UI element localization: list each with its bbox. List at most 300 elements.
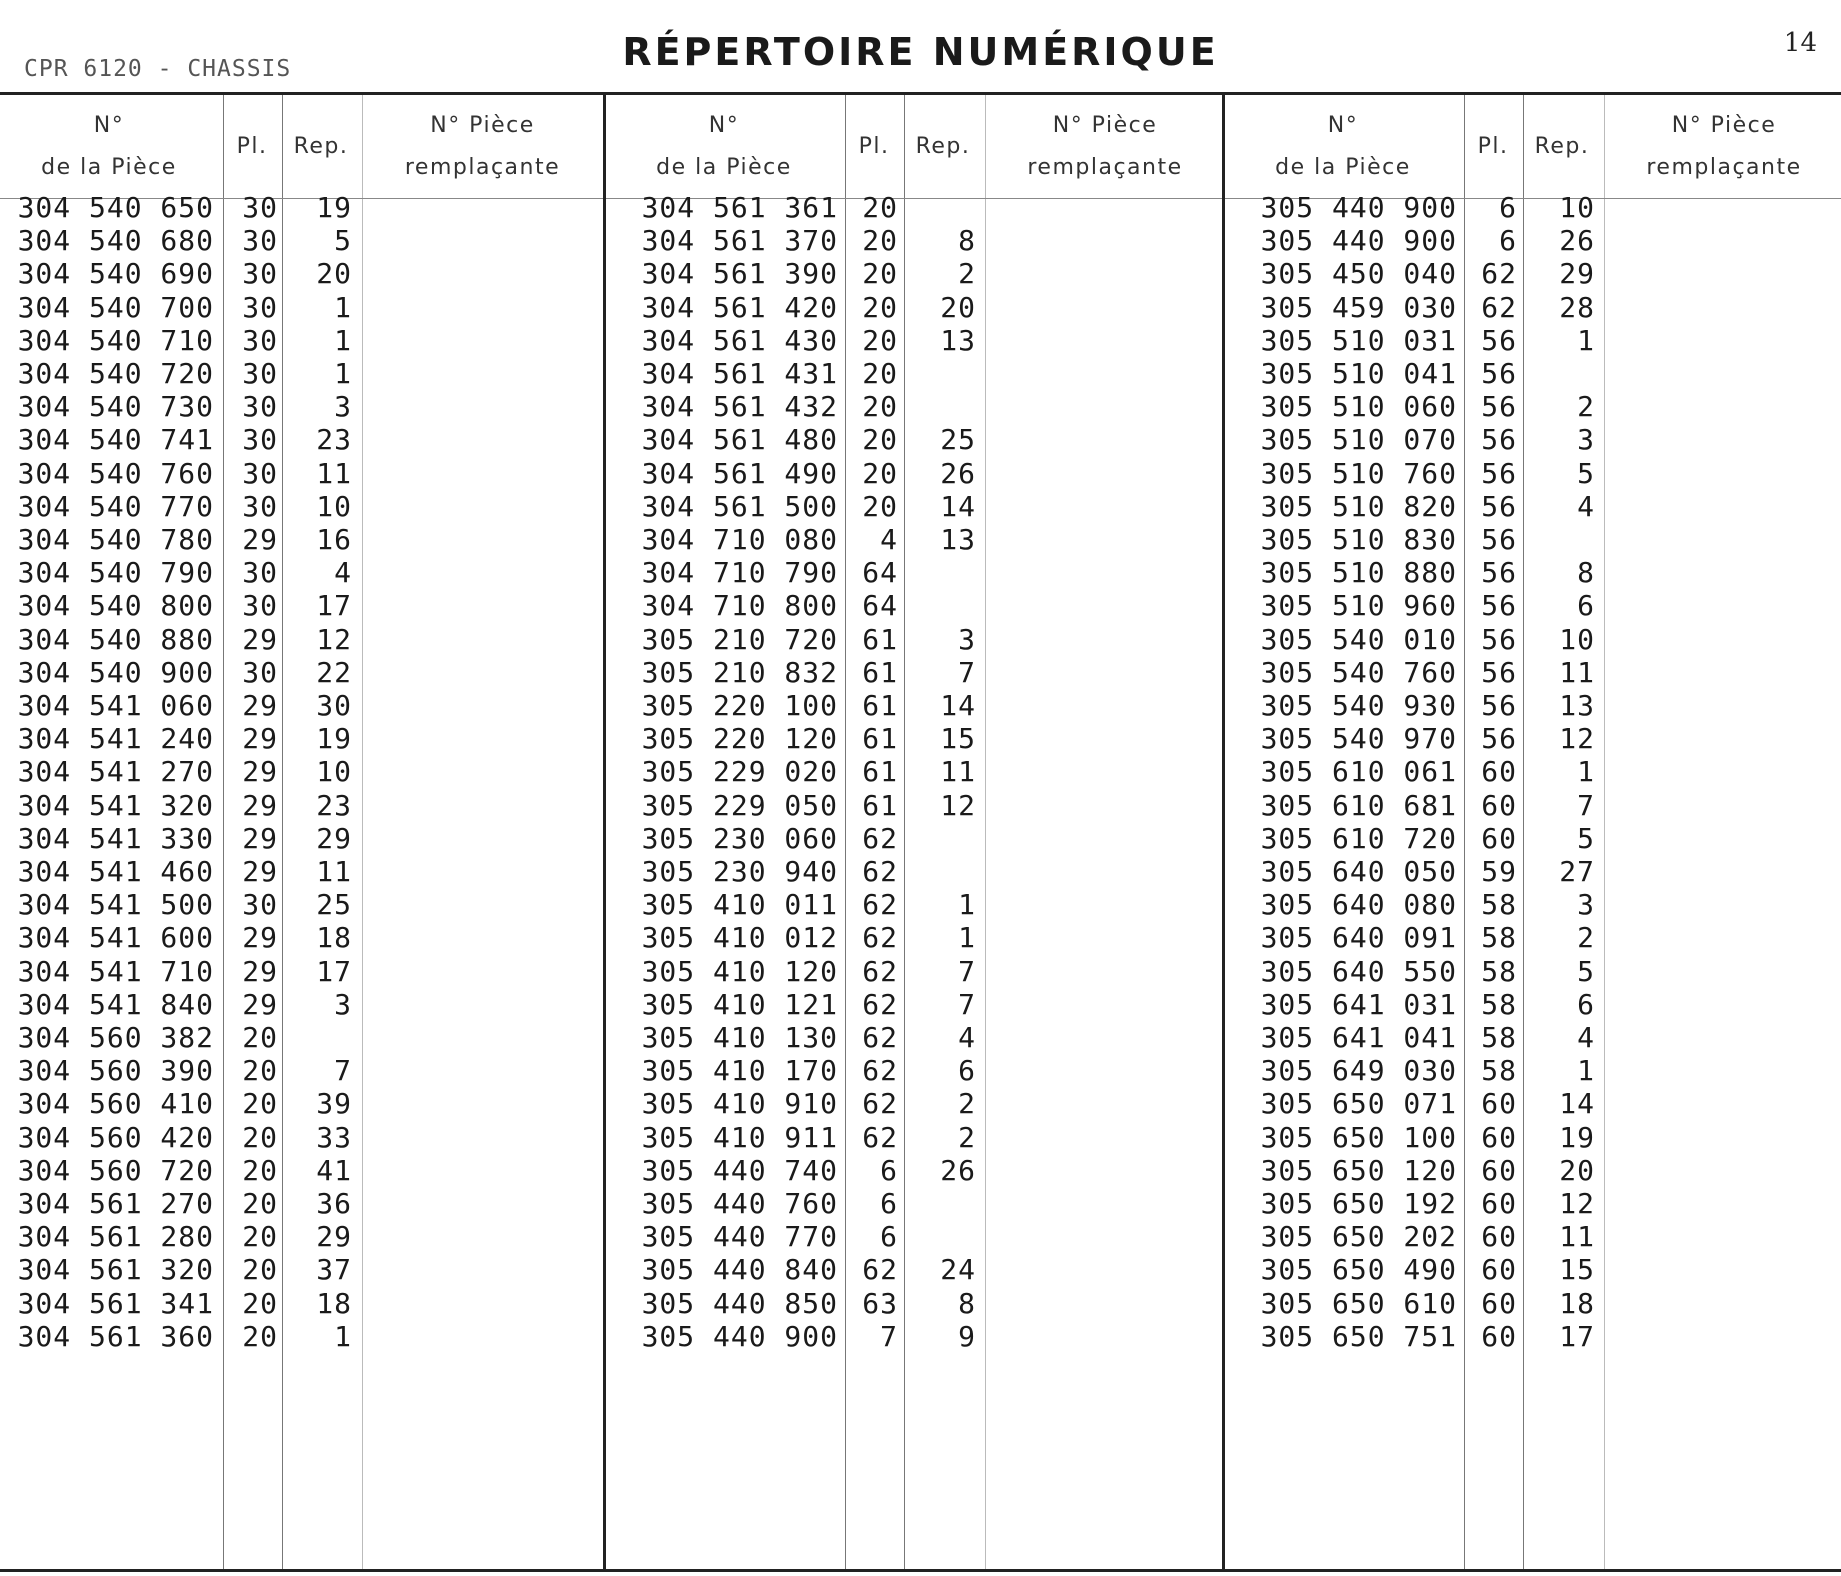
- reference-number: 26: [940, 456, 976, 490]
- part-number: 305 641 031: [1260, 987, 1457, 1021]
- header-plate-text: Pl.: [858, 133, 890, 159]
- table-row: [1225, 1121, 1841, 1154]
- reference-number: 10: [316, 489, 352, 523]
- table-body: [1225, 191, 1841, 1353]
- table-row: [0, 457, 603, 490]
- header-plate: [222, 95, 282, 198]
- part-number: 305 410 120: [641, 954, 838, 988]
- table-row: [1225, 357, 1841, 390]
- plate-number: 20: [242, 1187, 278, 1220]
- header-replacement-part-text: remplaçante: [1646, 154, 1802, 180]
- part-number: 305 220 100: [641, 689, 838, 722]
- table-row: [606, 722, 1222, 755]
- plate-number: 29: [242, 855, 278, 888]
- plate-number: 61: [862, 622, 898, 656]
- table-row: [606, 523, 1222, 556]
- reference-number: 15: [940, 722, 976, 756]
- part-number: 304 540 900: [17, 655, 214, 689]
- plate-number: 56: [1481, 689, 1517, 722]
- table-row: [0, 1021, 603, 1054]
- plate-number: 30: [242, 556, 278, 590]
- reference-number: 28: [1559, 290, 1595, 324]
- table-row: [0, 224, 603, 257]
- reference-number: [1525, 523, 1595, 556]
- reference-number: 3: [334, 987, 352, 1021]
- reference-number: 14: [940, 689, 976, 722]
- part-number: 305 410 910: [641, 1087, 838, 1121]
- plate-number: 30: [242, 257, 278, 291]
- plate-number: 60: [1481, 788, 1517, 822]
- part-number: 305 410 130: [641, 1021, 838, 1054]
- plate-number: 61: [862, 755, 898, 789]
- part-number: 305 650 100: [1260, 1120, 1457, 1154]
- plate-number: 58: [1481, 1021, 1517, 1054]
- page-title: RÉPERTOIRE NUMÉRIQUE: [622, 30, 1219, 74]
- table-row: [0, 955, 603, 988]
- part-number: 305 640 091: [1260, 921, 1457, 955]
- part-number: 305 440 900: [641, 1319, 838, 1353]
- reference-number: 29: [1559, 257, 1595, 291]
- part-number: 304 540 680: [17, 224, 214, 258]
- part-number: 305 641 041: [1260, 1021, 1457, 1054]
- reference-number: 11: [1559, 1220, 1595, 1254]
- plate-number: 61: [862, 722, 898, 756]
- part-number: 304 541 270: [17, 755, 214, 789]
- part-number: 305 510 820: [1260, 489, 1457, 523]
- plate-number: 62: [1481, 257, 1517, 291]
- reference-number: 30: [316, 689, 352, 722]
- table-row: [606, 623, 1222, 656]
- row-group: [1225, 689, 1841, 855]
- table-row: [0, 357, 603, 390]
- part-number: 304 541 500: [17, 888, 214, 922]
- part-number: 305 510 070: [1260, 423, 1457, 457]
- header-reference-text: Rep.: [1534, 133, 1590, 159]
- plate-number: 20: [862, 191, 898, 224]
- table-row: [0, 589, 603, 622]
- plate-number: 20: [862, 456, 898, 490]
- plate-number: 29: [242, 921, 278, 955]
- row-group: [606, 191, 1222, 357]
- reference-number: 3: [1577, 423, 1595, 457]
- reference-number: 1: [1577, 1054, 1595, 1088]
- header-part-number-text: de la Pièce: [1275, 154, 1411, 180]
- part-number: 304 561 370: [641, 224, 838, 258]
- part-number: 304 560 420: [17, 1120, 214, 1154]
- table-row: [606, 556, 1222, 589]
- page-number: 14: [1783, 28, 1817, 58]
- part-number: 305 220 120: [641, 722, 838, 756]
- part-number: 305 650 192: [1260, 1187, 1457, 1220]
- plate-number: 58: [1481, 888, 1517, 922]
- table-row: [0, 623, 603, 656]
- part-number: 304 540 760: [17, 456, 214, 490]
- table-row: [0, 689, 603, 722]
- plate-number: 30: [242, 456, 278, 490]
- table-row: [0, 191, 603, 224]
- part-number: 304 540 720: [17, 357, 214, 390]
- part-number: 304 540 780: [17, 523, 214, 556]
- table-row: [0, 291, 603, 324]
- table-row: [1225, 1320, 1841, 1353]
- table-row: [606, 1054, 1222, 1087]
- reference-number: [286, 1021, 352, 1054]
- plate-number: 20: [242, 1319, 278, 1353]
- plate-number: 20: [242, 1220, 278, 1254]
- table-row: [0, 755, 603, 788]
- table-row: [606, 955, 1222, 988]
- plate-number: 29: [242, 523, 278, 556]
- table-row: [0, 423, 603, 456]
- reference-number: 29: [316, 821, 352, 855]
- row-group: [0, 689, 603, 855]
- row-group: [1225, 855, 1841, 1021]
- reference-number: 33: [316, 1120, 352, 1154]
- part-number: 304 541 840: [17, 987, 214, 1021]
- reference-number: 25: [316, 888, 352, 922]
- plate-number: 62: [1481, 290, 1517, 324]
- table-row: [606, 1287, 1222, 1320]
- table-row: [606, 291, 1222, 324]
- plate-number: 60: [1481, 1220, 1517, 1254]
- part-number: 304 560 390: [17, 1054, 214, 1088]
- row-group: [0, 855, 603, 1021]
- plate-number: 56: [1481, 556, 1517, 590]
- reference-number: 7: [334, 1054, 352, 1088]
- plate-number: 60: [1481, 1253, 1517, 1287]
- reference-number: 1: [958, 888, 976, 922]
- part-number: 305 410 011: [641, 888, 838, 922]
- table-row: [606, 490, 1222, 523]
- plate-number: 60: [1481, 1153, 1517, 1187]
- reference-number: 1: [334, 323, 352, 357]
- reference-number: 11: [316, 456, 352, 490]
- header-replacement-part-text: N° Pièce: [1671, 112, 1777, 138]
- part-number: 305 540 010: [1260, 622, 1457, 656]
- reference-number: 24: [940, 1253, 976, 1287]
- reference-number: 23: [316, 788, 352, 822]
- row-group: [1225, 1187, 1841, 1353]
- reference-number: 17: [316, 589, 352, 623]
- reference-number: 1: [334, 290, 352, 324]
- table-row: [606, 224, 1222, 257]
- row-group: [606, 689, 1222, 855]
- table-row: [606, 191, 1222, 224]
- table-row: [1225, 1220, 1841, 1253]
- header-plate: [846, 95, 902, 198]
- plate-number: 20: [862, 290, 898, 324]
- table-row: [1225, 291, 1841, 324]
- plate-number: 62: [862, 1054, 898, 1088]
- table-row: [1225, 955, 1841, 988]
- plate-number: 58: [1481, 921, 1517, 955]
- plate-number: 61: [862, 788, 898, 822]
- plate-number: 4: [880, 523, 898, 556]
- plate-number: 62: [862, 1087, 898, 1121]
- reference-number: [906, 191, 976, 224]
- row-group: [0, 523, 603, 689]
- header-replacement-part: [1604, 95, 1841, 198]
- part-number: 304 561 361: [641, 191, 838, 224]
- table-row: [606, 257, 1222, 290]
- part-number: 304 540 770: [17, 489, 214, 523]
- part-number: 304 540 800: [17, 589, 214, 623]
- table-row: [0, 1287, 603, 1320]
- table-row: [0, 1054, 603, 1087]
- part-number: 305 410 911: [641, 1120, 838, 1154]
- reference-number: [906, 556, 976, 589]
- table-row: [606, 789, 1222, 822]
- plate-number: 61: [862, 689, 898, 722]
- plate-number: 62: [862, 1120, 898, 1154]
- table-row: [1225, 988, 1841, 1021]
- part-number: 304 540 741: [17, 423, 214, 457]
- reference-number: [906, 357, 976, 390]
- table-row: [606, 324, 1222, 357]
- header-reference: [286, 95, 356, 198]
- reference-number: 36: [316, 1187, 352, 1220]
- plate-number: 30: [242, 423, 278, 457]
- table-row: [1225, 921, 1841, 954]
- plate-number: 60: [1481, 1286, 1517, 1320]
- plate-number: 56: [1481, 357, 1517, 390]
- reference-number: 11: [316, 855, 352, 888]
- table-row: [606, 1253, 1222, 1286]
- table-row: [606, 1320, 1222, 1353]
- plate-number: 20: [242, 1054, 278, 1088]
- reference-number: [906, 589, 976, 622]
- table-row: [606, 390, 1222, 423]
- part-number: 304 561 360: [17, 1319, 214, 1353]
- plate-number: 30: [242, 489, 278, 523]
- reference-number: 5: [1577, 821, 1595, 855]
- row-group: [606, 357, 1222, 523]
- table-row: [606, 755, 1222, 788]
- table-row: [0, 888, 603, 921]
- part-number: 305 410 012: [641, 921, 838, 955]
- part-number: 305 510 880: [1260, 556, 1457, 590]
- reference-number: 4: [334, 556, 352, 590]
- reference-number: 3: [958, 622, 976, 656]
- reference-number: 5: [334, 224, 352, 258]
- table-row: [606, 888, 1222, 921]
- plate-number: 60: [1481, 821, 1517, 855]
- plate-number: 30: [242, 357, 278, 390]
- reference-number: 19: [316, 722, 352, 756]
- plate-number: 20: [242, 1253, 278, 1287]
- plate-number: 30: [242, 390, 278, 424]
- part-number: 305 650 490: [1260, 1253, 1457, 1287]
- plate-number: 20: [862, 423, 898, 457]
- row-group: [606, 523, 1222, 689]
- table-row: [1225, 855, 1841, 888]
- table-row: [1225, 1021, 1841, 1054]
- plate-number: 29: [242, 622, 278, 656]
- reference-number: 7: [958, 954, 976, 988]
- plate-number: 20: [862, 357, 898, 390]
- reference-number: 1: [1577, 755, 1595, 789]
- plate-number: 56: [1481, 523, 1517, 556]
- plate-number: 62: [862, 888, 898, 922]
- plate-number: 29: [242, 954, 278, 988]
- reference-number: 22: [316, 655, 352, 689]
- header-reference: [906, 95, 980, 198]
- reference-number: 20: [1559, 1153, 1595, 1187]
- part-number: 305 229 050: [641, 788, 838, 822]
- part-number: 305 510 041: [1260, 357, 1457, 390]
- plate-number: 30: [242, 191, 278, 224]
- part-number: 305 440 850: [641, 1286, 838, 1320]
- table-section-2: [603, 95, 1222, 1569]
- part-number: 304 561 270: [17, 1187, 214, 1220]
- reference-number: 5: [1577, 954, 1595, 988]
- plate-number: 60: [1481, 1120, 1517, 1154]
- row-group: [606, 1187, 1222, 1353]
- part-number: 305 450 040: [1260, 257, 1457, 291]
- plate-number: 58: [1481, 954, 1517, 988]
- header-plate-text: Pl.: [236, 133, 268, 159]
- plate-number: 20: [242, 1087, 278, 1121]
- reference-number: 1: [334, 1319, 352, 1353]
- reference-number: [906, 1220, 976, 1253]
- part-number: 304 540 650: [17, 191, 214, 224]
- plate-number: 20: [242, 1153, 278, 1187]
- header-part-number-text: N°: [1327, 112, 1359, 138]
- reference-number: 20: [940, 290, 976, 324]
- part-number: 305 610 061: [1260, 755, 1457, 789]
- table-row: [0, 722, 603, 755]
- part-number: 305 650 071: [1260, 1087, 1457, 1121]
- table-row: [606, 656, 1222, 689]
- table-row: [0, 1220, 603, 1253]
- table-row: [1225, 1187, 1841, 1220]
- plate-number: 62: [862, 954, 898, 988]
- table-row: [1225, 457, 1841, 490]
- part-number: 304 560 410: [17, 1087, 214, 1121]
- table-row: [1225, 1253, 1841, 1286]
- table-row: [0, 921, 603, 954]
- plate-number: 62: [862, 1021, 898, 1054]
- reference-number: 12: [940, 788, 976, 822]
- row-group: [0, 1187, 603, 1353]
- table-row: [0, 789, 603, 822]
- part-number: 305 410 121: [641, 987, 838, 1021]
- table-row: [1225, 1054, 1841, 1087]
- part-number: 304 561 280: [17, 1220, 214, 1254]
- part-number: 304 710 800: [641, 589, 838, 623]
- plate-number: 29: [242, 755, 278, 789]
- part-number: 304 561 320: [17, 1253, 214, 1287]
- part-number: 304 710 790: [641, 556, 838, 590]
- plate-number: 29: [242, 722, 278, 756]
- table-row: [606, 855, 1222, 888]
- table-row: [1225, 390, 1841, 423]
- header-replacement-part-text: N° Pièce: [1052, 112, 1158, 138]
- header-replacement-part-text: remplaçante: [1027, 154, 1183, 180]
- part-number: 305 440 900: [1260, 224, 1457, 258]
- reference-number: [906, 390, 976, 423]
- reference-number: [906, 1187, 976, 1220]
- plate-number: 30: [242, 224, 278, 258]
- header-reference: [1525, 95, 1599, 198]
- reference-number: 25: [940, 423, 976, 457]
- document-reference: CPR 6120 - CHASSIS: [24, 56, 292, 82]
- part-number: 305 440 900: [1260, 191, 1457, 224]
- reference-number: 8: [1577, 556, 1595, 590]
- row-group: [0, 357, 603, 523]
- reference-number: 17: [1559, 1319, 1595, 1353]
- table-row: [0, 656, 603, 689]
- table-row: [0, 1187, 603, 1220]
- table-row: [1225, 623, 1841, 656]
- table-row: [0, 988, 603, 1021]
- plate-number: 64: [862, 589, 898, 623]
- part-number: 305 510 060: [1260, 390, 1457, 424]
- reference-number: 6: [958, 1054, 976, 1088]
- reference-number: 1: [958, 921, 976, 955]
- table-row: [1225, 224, 1841, 257]
- part-number: 305 440 840: [641, 1253, 838, 1287]
- table-section-1: [0, 95, 603, 1569]
- table-row: [1225, 822, 1841, 855]
- reference-number: 12: [1559, 722, 1595, 756]
- header-part-number-text: de la Pièce: [41, 154, 177, 180]
- part-number: 304 561 490: [641, 456, 838, 490]
- part-number: 305 510 760: [1260, 456, 1457, 490]
- part-number: 304 541 460: [17, 855, 214, 888]
- reference-number: 9: [958, 1319, 976, 1353]
- plate-number: 60: [1481, 1087, 1517, 1121]
- plate-number: 30: [242, 290, 278, 324]
- part-number: 304 541 330: [17, 821, 214, 855]
- reference-number: 23: [316, 423, 352, 457]
- part-number: 304 540 700: [17, 290, 214, 324]
- table-row: [1225, 556, 1841, 589]
- table-row: [0, 1121, 603, 1154]
- part-number: 305 540 970: [1260, 722, 1457, 756]
- plate-number: 56: [1481, 589, 1517, 623]
- plate-number: 56: [1481, 390, 1517, 424]
- table-row: [606, 822, 1222, 855]
- header-replacement-part: [362, 95, 603, 198]
- part-number: 304 540 690: [17, 257, 214, 291]
- plate-number: 6: [880, 1153, 898, 1187]
- reference-number: 18: [316, 921, 352, 955]
- plate-number: 58: [1481, 987, 1517, 1021]
- table-row: [1225, 490, 1841, 523]
- part-number: 305 230 060: [641, 821, 838, 855]
- part-number: 305 640 050: [1260, 855, 1457, 888]
- part-number: 305 410 170: [641, 1054, 838, 1088]
- plate-number: 63: [862, 1286, 898, 1320]
- reference-number: [906, 855, 976, 888]
- table-row: [1225, 191, 1841, 224]
- table-row: [606, 457, 1222, 490]
- table-row: [1225, 324, 1841, 357]
- header-part-number: [606, 95, 842, 198]
- reference-number: 6: [1577, 987, 1595, 1021]
- table-row: [606, 689, 1222, 722]
- reference-number: 18: [1559, 1286, 1595, 1320]
- part-number: 304 560 382: [17, 1021, 214, 1054]
- reference-number: 17: [316, 954, 352, 988]
- header-part-number: [1225, 95, 1461, 198]
- table-row: [1225, 257, 1841, 290]
- row-group: [1225, 1021, 1841, 1187]
- parts-index-table: [0, 92, 1841, 1572]
- table-body: [0, 191, 603, 1353]
- row-group: [1225, 523, 1841, 689]
